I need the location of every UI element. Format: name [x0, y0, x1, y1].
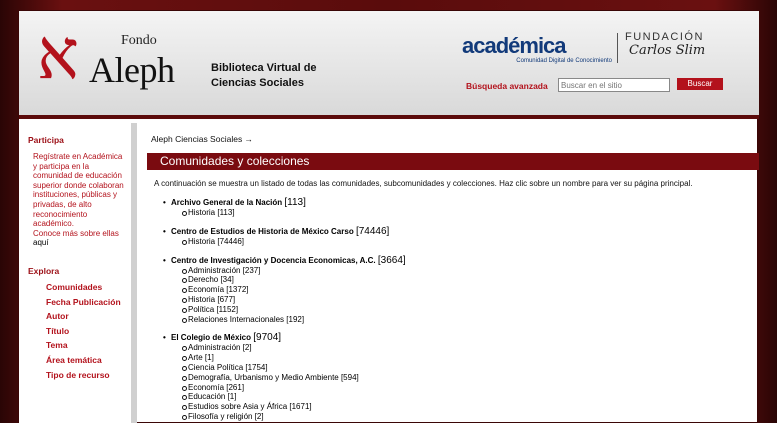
community-row	[163, 255, 743, 266]
site-header	[19, 11, 759, 119]
collection-link[interactable]: Política [1152]	[163, 305, 743, 315]
collection-link[interactable]: Demografía, Urbanismo y Medio Ambiente [594]	[163, 373, 743, 383]
collection-link[interactable]: Estudios sobre Asia y África [1671]	[163, 402, 743, 412]
collection-link[interactable]: Educación [1]	[163, 392, 743, 402]
logo-fondo-text: Fondo	[121, 33, 157, 48]
community-block	[163, 255, 743, 325]
sidebar-participa-title: Participa	[28, 135, 64, 145]
site-title-line2: Ciencias Sociales	[211, 77, 304, 89]
explora-item[interactable]: Tipo de recurso	[46, 369, 110, 380]
explora-item[interactable]: Comunidades	[46, 281, 103, 292]
collection-link[interactable]: Historia [113]	[163, 208, 743, 218]
logo-aleph-text: Aleph	[89, 50, 175, 90]
explora-list	[19, 280, 131, 382]
academica-logo[interactable]	[462, 35, 612, 64]
search-button[interactable]: Buscar	[677, 78, 723, 90]
bullet-icon: •	[163, 198, 166, 207]
main-content	[141, 123, 759, 423]
collection-link[interactable]: Economía [1372]	[163, 285, 743, 295]
fundacion-line1: FUNDACIÓN	[625, 31, 704, 43]
community-count: [74446]	[355, 225, 390, 237]
site-title	[211, 61, 341, 91]
community-row	[163, 226, 743, 237]
academica-tagline: Comunidad Digital de Conocimiento	[516, 58, 612, 64]
community-block	[163, 332, 743, 421]
collection-link[interactable]: Ciencia Política [1754]	[163, 363, 743, 373]
collection-link[interactable]: Administración [237]	[163, 266, 743, 276]
site-title-line1: Biblioteca Virtual de	[211, 62, 317, 74]
community-link[interactable]: Centro de Investigación y Docencia Economicas, A.C.	[171, 255, 376, 265]
explora-item[interactable]: Autor	[46, 311, 69, 322]
explora-item[interactable]: Fecha Publicación	[46, 296, 121, 307]
bullet-icon: •	[163, 333, 166, 343]
logo-divider	[617, 33, 618, 63]
explora-item[interactable]: Título	[46, 325, 70, 336]
explora-item[interactable]: Área temática	[46, 354, 102, 365]
community-row	[163, 332, 743, 343]
participa-more: Conoce más sobre ellas	[33, 228, 119, 238]
search-input[interactable]	[558, 78, 670, 92]
explora-item[interactable]: Tema	[46, 340, 68, 351]
community-link[interactable]: Archivo General de la Nación	[171, 198, 283, 207]
sidebar-participa-text	[19, 152, 131, 248]
breadcrumb[interactable]: Aleph Ciencias Sociales →	[151, 134, 254, 144]
communities-tree	[163, 197, 743, 423]
collection-link[interactable]: Derecho [34]	[163, 275, 743, 285]
collection-link[interactable]: Historia [74446]	[163, 237, 743, 247]
community-block	[163, 226, 743, 247]
community-link[interactable]: El Colegio de México	[171, 333, 252, 343]
fundacion-line2: Carlos Slim	[629, 43, 706, 58]
fundacion-logo[interactable]	[625, 31, 705, 58]
advanced-search-link[interactable]: Búsqueda avanzada	[466, 81, 548, 91]
sidebar	[19, 123, 137, 423]
collection-link[interactable]: Economía [261]	[163, 383, 743, 393]
participa-description[interactable]: Regístrate en Académica y participa en la comunidad de educación superior donde colaboran instituciones, públicas y privadas, de alto reconocimiento académico.	[33, 152, 124, 229]
community-count: [3664]	[377, 254, 406, 266]
collection-link[interactable]: Filosofía y religión [2]	[163, 412, 743, 422]
bullet-icon: •	[163, 226, 166, 236]
page-frame	[18, 10, 758, 423]
academica-word: académica	[462, 33, 566, 58]
participa-here-link[interactable]: aquí	[33, 238, 49, 248]
community-count: [9704]	[253, 332, 282, 344]
fondo-aleph-logo[interactable]	[37, 13, 187, 105]
community-row	[163, 197, 743, 208]
collection-link[interactable]: Historia [677]	[163, 295, 743, 305]
community-link[interactable]: Centro de Estudios de Historia de México Carso	[171, 226, 354, 236]
bullet-icon: •	[163, 255, 166, 265]
intro-text: A continuación se muestra un listado de todas las comunidades, subcomunidades y colecciones. Haz clic sobre un nombre para ver su página principal.	[154, 179, 693, 188]
collection-link[interactable]: Relaciones Internacionales [192]	[163, 315, 743, 325]
collection-link[interactable]: Administración [2]	[163, 343, 743, 353]
community-block	[163, 197, 743, 218]
aleph-letter-icon: א	[37, 13, 80, 95]
community-count: [113]	[284, 197, 306, 208]
sidebar-explora-title: Explora	[28, 265, 60, 276]
collection-link[interactable]: Arte [1]	[163, 353, 743, 363]
section-title: Comunidades y colecciones	[147, 153, 759, 170]
